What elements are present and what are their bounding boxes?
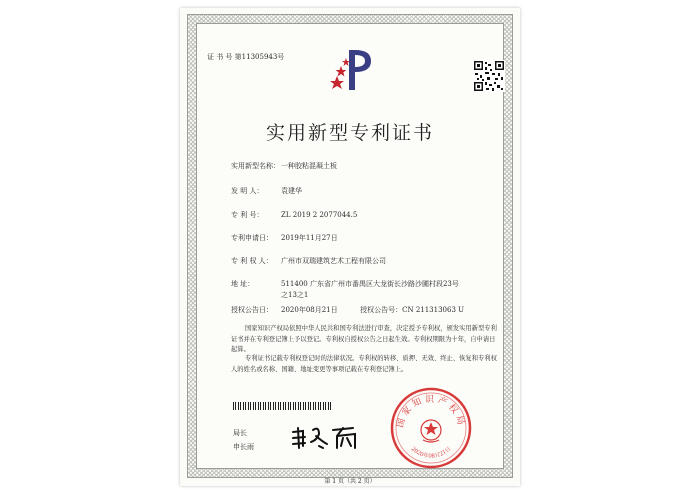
field-value: 广州市双瑞建筑艺术工程有限公司 [281, 257, 386, 265]
director-title: 局长 [233, 429, 247, 437]
field-label: 地 址： [231, 280, 255, 288]
field-utility-model-name [231, 161, 337, 171]
legal-paragraph-2: 专利证书记载专利权登记时的法律状况。专利权的转移、质押、无效、终止、恢复和专利权人的姓名或名称、国籍、地址变更等事项记载在专利登记簿上。 [231, 355, 497, 373]
field-label: 发 明 人： [231, 187, 264, 195]
qr-code-icon [473, 60, 505, 92]
field-patentee [231, 256, 386, 266]
field-value: 511400 广东省广州市番禺区大龙街长沙路沙圃村段23号 [281, 280, 459, 288]
field-value: 一种胶粘混凝土板 [281, 162, 337, 170]
field-patent-number [231, 210, 357, 220]
director-name: 申长雨 [233, 443, 254, 451]
certificate-title: 实用新型专利证书 [265, 122, 434, 144]
certificate-body [196, 23, 504, 485]
field-address [231, 279, 459, 289]
field-label: 专 利 权 人： [231, 257, 273, 265]
grant-number-value: CN 211313063 U [402, 306, 465, 314]
svg-text:国家知识产权局: 国家知识产权局 [395, 395, 467, 429]
legal-paragraph-1: 国家知识产权局依照中华人民共和国专利法进行审查，决定授予专利权，颁发实用新型专利证书并在专利登记簿上予以登记。专利权自授权公告之日起生效。专利权期限为十年，自申请日起算。 [231, 325, 497, 353]
field-inventor [231, 186, 302, 196]
field-value: ZL 2019 2 2077044.5 [281, 211, 358, 219]
page-footer: 第 1 页（共 2 页） [324, 478, 376, 485]
barcode-icon [233, 402, 333, 410]
field-address-continued [231, 290, 308, 300]
grant-date-label: 授权公告日： [231, 306, 273, 314]
field-value: 袁建华 [281, 187, 302, 195]
certificate-paper [180, 8, 520, 486]
certificate-number: 证 书 号 第11305943号 [207, 53, 285, 61]
logo-mark-icon [327, 46, 377, 92]
grant-number-label: 授权公告号： [360, 306, 403, 314]
official-seal-icon [389, 386, 473, 470]
decorative-border [187, 14, 513, 485]
field-label: 专 利 号： [231, 211, 264, 219]
svg-text:2020年08月21日: 2020年08月21日 [409, 446, 453, 460]
signature [289, 422, 367, 450]
grant-date-value: 2020年08月21日 [281, 306, 338, 314]
field-filing-date [231, 233, 338, 243]
field-value: 2019年11月27日 [281, 234, 338, 242]
field-label: 专利申请日： [231, 234, 273, 242]
grant-line [231, 305, 464, 315]
field-label: 实用新型名称： [231, 162, 280, 170]
field-value: 之13之1 [281, 291, 309, 299]
